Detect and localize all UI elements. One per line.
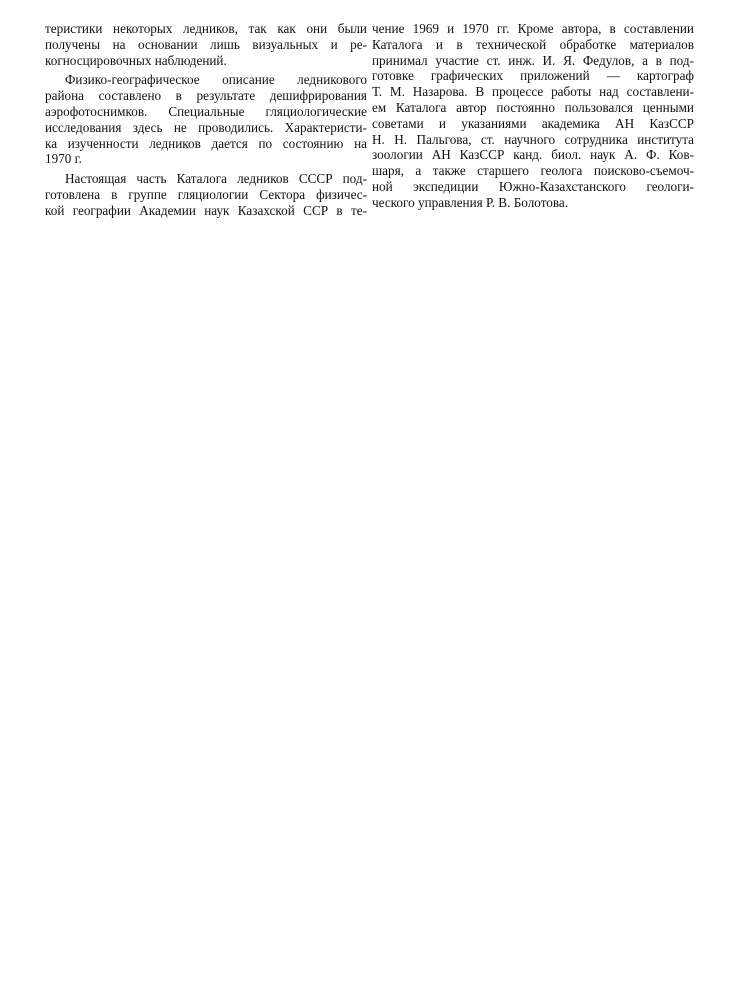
text-line: зоологии АН КазССР канд. биол. наук А. Ф. Ков- bbox=[372, 147, 694, 163]
text-line: Н. Н. Пальгова, ст. научного сотрудника института bbox=[372, 131, 694, 147]
text-line: Каталога и в технической обработке материалов bbox=[372, 36, 694, 52]
paragraph-acknowledgements bbox=[372, 21, 694, 211]
text-line: шаря, а также старшего геолога поисково-съемоч- bbox=[372, 163, 694, 179]
text-line: готовлена в группе гляциологии Сектора физичес- bbox=[45, 186, 367, 202]
text-line: ка изученности ледников дается по состоянию на bbox=[45, 135, 367, 151]
text-line: Настоящая часть Каталога ледников СССР под- bbox=[65, 171, 367, 187]
text-line: района составлено в результате дешифрирования bbox=[45, 88, 367, 104]
text-line: принимал участие ст. инж. И. Я. Федулов, а в под- bbox=[372, 52, 694, 68]
text-line: получены на основании лишь визуальных и ре- bbox=[45, 36, 367, 52]
text-line: аэрофотоснимков. Специальные гляциологические bbox=[45, 103, 367, 119]
paragraph-physical-geography bbox=[45, 72, 367, 167]
text-line: кой географии Академии наук Казахской ССР в те- bbox=[45, 202, 367, 218]
text-line: исследования здесь не проводились. Характеристи- bbox=[45, 119, 367, 135]
text-line: Физико-географическое описание ледникового bbox=[65, 72, 367, 88]
text-line: ческого управления Р. В. Болотова. bbox=[372, 194, 569, 210]
text-line: готовке графических приложений — картограф bbox=[372, 68, 694, 84]
text-line: чение 1969 и 1970 гг. Кроме автора, в составлении bbox=[372, 21, 694, 36]
text-line: 1970 г. bbox=[45, 151, 82, 167]
right-text-column bbox=[372, 21, 694, 211]
text-line: теристики некоторых ледников, так как они были bbox=[45, 21, 367, 36]
paragraph-continuation bbox=[45, 21, 367, 68]
text-line: Т. М. Назарова. В процессе работы над составлени- bbox=[372, 84, 694, 100]
text-line: советами и указаниями академика АН КазССР bbox=[372, 115, 694, 131]
paragraph-catalog-preparation bbox=[45, 171, 367, 218]
text-line: когносцировочных наблюдений. bbox=[45, 52, 227, 68]
left-text-column bbox=[45, 21, 367, 219]
text-line: ем Каталога автор постоянно пользовался ценными bbox=[372, 99, 694, 115]
text-line: ной экспедиции Южно-Казахстанского геологи- bbox=[372, 178, 694, 194]
